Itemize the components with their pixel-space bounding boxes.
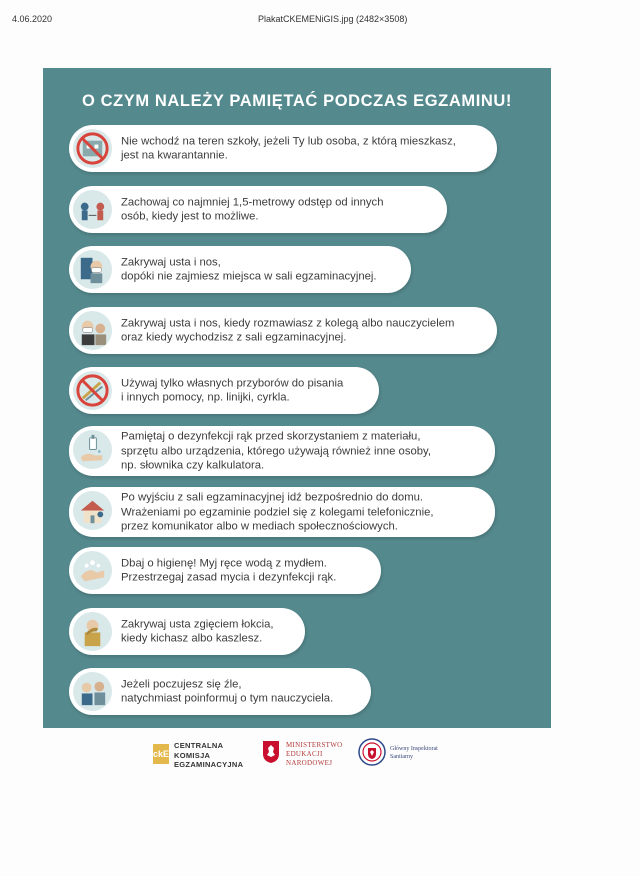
poster <box>43 68 551 728</box>
partner-logos <box>0 736 640 776</box>
gis-seal-icon <box>358 738 386 766</box>
rule-text: Dbaj o higienę! Myj ręce wodą z mydłem. Przestrzegaj zasad mycia i dezynfekcji rąk. <box>121 557 337 584</box>
gis-logo-text: Główny Inspektorat Sanitarny <box>390 746 438 760</box>
print-date: 4.06.2020 <box>12 14 53 24</box>
rule-text: Używaj tylko własnych przyborów do pisania i innych pomocy, np. linijki, cyrkla. <box>121 377 344 404</box>
rule-item-cough <box>69 608 305 655</box>
rule-text: Zakrywaj usta i nos, kiedy rozmawiasz z kolegą albo nauczycielem oraz kiedy wychodzisz z sali egzaminacyjnej. <box>121 317 455 344</box>
inform-teacher-icon <box>73 672 112 711</box>
face-mask-icon <box>73 250 112 289</box>
rule-text: Nie wchodź na teren szkoły, jeżeli Ty lub osoba, z którą mieszkasz, jest na kwarantannie. <box>121 135 456 162</box>
rule-item-mask <box>69 246 411 293</box>
poster-title: O CZYM NALEŻY PAMIĘTAĆ PODCZAS EGZAMINU! <box>81 92 513 110</box>
wash-hands-icon <box>73 551 112 590</box>
rule-item-talking <box>69 307 497 354</box>
rule-item-own-tools <box>69 367 379 414</box>
polish-eagle-emblem-icon <box>262 740 280 764</box>
disinfect-hands-icon <box>73 430 112 469</box>
rule-text: Zachowaj co najmniej 1,5-metrowy odstęp od innych osób, kiedy jest to możliwe. <box>121 196 384 223</box>
rule-text: Po wyjściu z sali egzaminacyjnej idź bezpośrednio do domu. Wrażeniami po egzaminie podziel się z kolegami telefonicznie, przez komunikator albo w mediach społecznościowych. <box>121 491 434 533</box>
no-entry-quarantine-icon <box>73 129 112 168</box>
rule-item-quarantine <box>69 125 497 172</box>
cke-logo-icon: ckE <box>153 744 169 764</box>
rule-text: Zakrywaj usta zgięciem łokcia, kiedy kichasz albo kaszlesz. <box>121 618 274 645</box>
rule-text: Jeżeli poczujesz się źle, natychmiast poinformuj o tym nauczyciela. <box>121 678 334 705</box>
cough-elbow-icon <box>73 612 112 651</box>
rule-item-go-home <box>69 487 495 537</box>
rule-text: Pamiętaj o dezynfekcji rąk przed skorzystaniem z materiału, sprzętu albo urządzenia, którego używają również inne osoby, np. słownika czy kalkulatora. <box>121 430 432 472</box>
cke-logo-text: CENTRALNA KOMISJA EGZAMINACYJNA <box>174 741 244 769</box>
no-sharing-tools-icon <box>73 371 112 410</box>
rule-item-distance <box>69 186 447 233</box>
rule-item-hygiene <box>69 547 381 594</box>
talking-mask-icon <box>73 311 112 350</box>
rule-text: Zakrywaj usta i nos, dopóki nie zajmiesz miejsca w sali egzaminacyjnej. <box>121 256 377 283</box>
print-filename: PlakatCKEMENiGIS.jpg (2482×3508) <box>258 14 408 24</box>
rule-item-disinfect <box>69 426 495 476</box>
go-home-icon <box>73 491 112 530</box>
distance-icon <box>73 190 112 229</box>
rule-item-inform <box>69 668 371 715</box>
men-logo-text: MINISTERSTWO EDUKACJI NARODOWEJ <box>286 741 343 767</box>
